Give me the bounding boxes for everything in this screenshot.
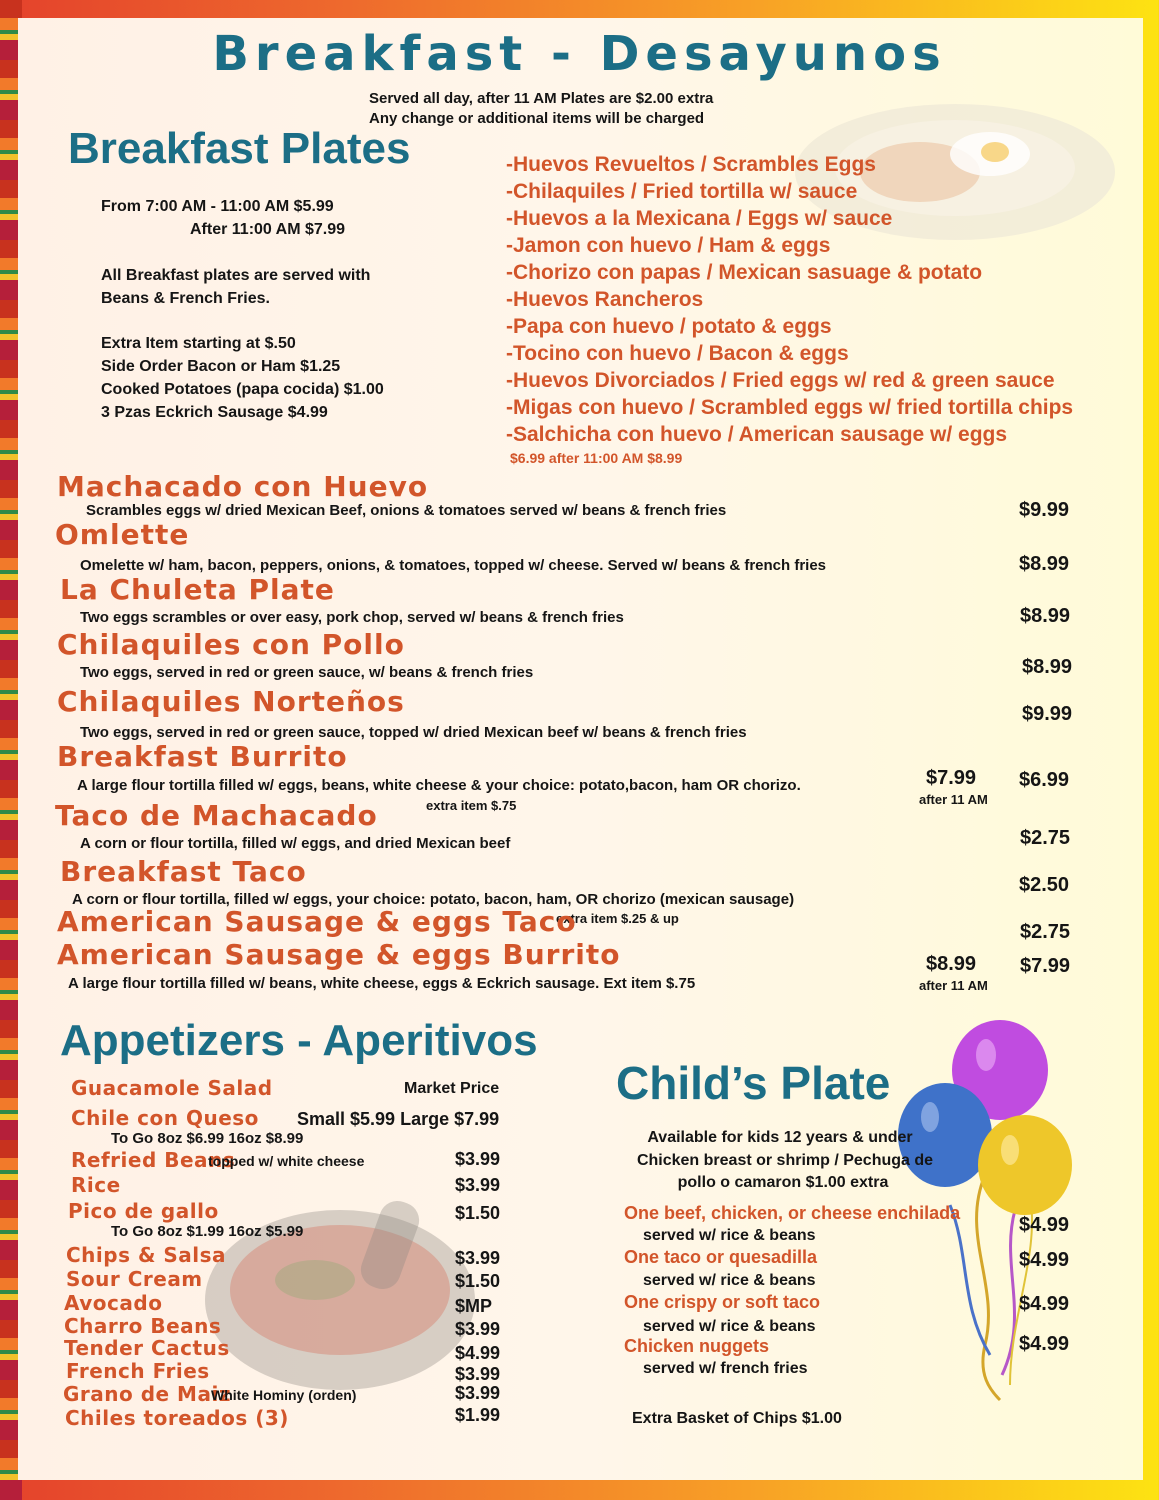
appetizer-name: Tender Cactus	[64, 1336, 230, 1360]
dish-name: Chilaquiles con Pollo	[57, 628, 405, 661]
appetizer-togo: To Go 8oz $1.99 16oz $5.99	[111, 1223, 304, 1240]
dish-name: La Chuleta Plate	[60, 573, 335, 606]
dish-desc: A corn or flour tortilla, filled w/ eggs, your choice: potato, bacon, ham, OR chorizo (mexican sausage)	[72, 891, 795, 908]
appetizer-name: Grano de Maiz	[63, 1382, 231, 1406]
child-item: One beef, chicken, or cheese enchilada	[624, 1203, 961, 1223]
plate-option: -Huevos Revueltos / Scrambles Eggs	[506, 153, 876, 176]
dish-name: Breakfast Taco	[60, 855, 307, 888]
appetizer-price: $MP	[455, 1296, 493, 1316]
dish-extra: extra item $.25 & up	[556, 911, 679, 926]
plate-option: -Huevos Rancheros	[506, 288, 704, 311]
appetizer-name: Avocado	[64, 1291, 163, 1315]
dish-desc: A large flour tortilla filled w/ beans, white cheese, eggs & Eckrich sausage. Ext item $.75	[68, 975, 696, 992]
plate-option: -Huevos a la Mexicana / Eggs w/ sauce	[506, 207, 893, 230]
breakfast-plates-heading: Breakfast Plates	[68, 124, 411, 173]
dish-price: $6.99	[1019, 769, 1070, 791]
child-price: $4.99	[1019, 1333, 1070, 1355]
child-item: One taco or quesadilla	[624, 1247, 818, 1267]
dish-name: Taco de Machacado	[55, 799, 378, 832]
appetizer-name: Guacamole Salad	[71, 1076, 273, 1100]
appetizer-price: $1.99	[455, 1405, 501, 1425]
child-item: Chicken nuggets	[624, 1336, 770, 1356]
appetizer-name: Chile con Queso	[71, 1106, 259, 1130]
child-info: Chicken breast or shrimp / Pechuga de	[636, 1152, 934, 1169]
plates-time: After 11:00 AM $7.99	[190, 221, 346, 238]
appetizer-name: Chips & Salsa	[66, 1243, 227, 1267]
appetizer-price: Market Price	[404, 1080, 500, 1097]
dish-after-note: after 11 AM	[919, 792, 988, 807]
appetizer-price: $4.99	[455, 1343, 501, 1363]
child-info: pollo o camaron $1.00 extra	[677, 1174, 889, 1191]
child-info: Available for kids 12 years & under	[647, 1129, 913, 1146]
appetizer-price: $3.99	[455, 1383, 501, 1403]
dish-price: $2.75	[1020, 921, 1071, 943]
appetizer-price: $3.99	[455, 1248, 501, 1268]
appetizer-price: $1.50	[455, 1203, 501, 1223]
child-price: $4.99	[1019, 1214, 1070, 1236]
appetizer-togo: To Go 8oz $6.99 16oz $8.99	[111, 1130, 304, 1147]
dish-desc: Two eggs, served in red or green sauce, w/ beans & french fries	[80, 664, 534, 681]
plates-extra: Side Order Bacon or Ham $1.25	[101, 358, 341, 375]
appetizer-name: Chiles toreados (3)	[65, 1406, 289, 1430]
plates-extra: 3 Pzas Eckrich Sausage $4.99	[101, 404, 328, 421]
header-note: Served all day, after 11 AM Plates are $2.00 extra	[369, 90, 714, 107]
plates-served: Beans & French Fries.	[101, 290, 270, 307]
plates-extra: Cooked Potatoes (papa cocida) $1.00	[101, 381, 384, 398]
dish-name: American Sausage & eggs Burrito	[57, 938, 621, 971]
dish-price: $2.50	[1019, 874, 1070, 896]
child-item-served: served w/ rice & beans	[643, 1272, 816, 1289]
plate-option: -Chorizo con papas / Mexican sasuage & potato	[506, 261, 983, 284]
plate-option: -Migas con huevo / Scrambled eggs w/ fried tortilla chips	[506, 396, 1074, 419]
child-item-served: served w/ french fries	[643, 1360, 808, 1377]
appetizer-price: $3.99	[455, 1319, 501, 1339]
dish-name: Machacado con Huevo	[57, 470, 429, 503]
dish-price: $2.75	[1020, 827, 1071, 849]
plates-extra: Extra Item starting at $.50	[101, 335, 296, 352]
dish-desc: A corn or flour tortilla, filled w/ eggs, and dried Mexican beef	[80, 835, 511, 852]
appetizer-price: $3.99	[455, 1149, 501, 1169]
dish-price: $8.99	[1022, 656, 1073, 678]
childs-plate-heading: Child’s Plate	[616, 1057, 891, 1109]
appetizers-heading: Appetizers - Aperitivos	[60, 1016, 538, 1065]
dish-desc: Two eggs, served in red or green sauce, topped w/ dried Mexican beef w/ beans & french fries	[80, 724, 747, 741]
plate-option-price: $6.99 after 11:00 AM $8.99	[510, 450, 683, 466]
appetizer-note: topped w/ white cheese	[208, 1153, 365, 1169]
dish-after-note: after 11 AM	[919, 978, 988, 993]
dish-name: American Sausage & eggs Taco	[57, 905, 577, 938]
page-title: Breakfast - Desayunos	[212, 26, 947, 82]
appetizer-note: White Hominy (orden)	[211, 1387, 357, 1403]
dish-name: Omlette	[55, 518, 190, 551]
appetizer-name: Refried Beans	[71, 1148, 236, 1172]
child-item-served: served w/ rice & beans	[643, 1318, 816, 1335]
child-price: $4.99	[1019, 1249, 1070, 1271]
plate-option: -Papa con huevo / potato & eggs	[506, 315, 832, 338]
dish-desc: Two eggs scrambles or over easy, pork chop, served w/ beans & french fries	[80, 609, 624, 626]
plates-time: From 7:00 AM - 11:00 AM $5.99	[101, 198, 334, 215]
plate-option: -Salchicha con huevo / American sausage w/ eggs	[506, 423, 1008, 446]
plate-option: -Huevos Divorciados / Fried eggs w/ red & green sauce	[506, 369, 1055, 392]
dish-price: $7.99	[1020, 955, 1071, 977]
header-note: Any change or additional items will be charged	[369, 110, 705, 127]
appetizer-name: French Fries	[66, 1359, 210, 1383]
appetizer-name: Charro Beans	[64, 1314, 222, 1338]
plate-option: -Jamon con huevo / Ham & eggs	[506, 234, 831, 257]
appetizer-price: $1.50	[455, 1271, 501, 1291]
appetizer-price: $3.99	[455, 1364, 501, 1384]
dish-price: $8.99	[1019, 553, 1070, 575]
dish-price-after: $7.99	[926, 767, 977, 789]
child-price: $4.99	[1019, 1293, 1070, 1315]
dish-desc: A large flour tortilla filled w/ eggs, beans, white cheese & your choice: potato,bacon, ham OR chorizo.	[77, 777, 801, 794]
plate-option: -Chilaquiles / Fried tortilla w/ sauce	[506, 180, 858, 203]
dish-extra: extra item $.75	[426, 798, 517, 813]
appetizer-price: Small $5.99 Large $7.99	[297, 1109, 500, 1129]
plates-served: All Breakfast plates are served with	[101, 267, 371, 284]
dish-price: $9.99	[1022, 703, 1073, 725]
appetizer-name: Rice	[71, 1173, 121, 1197]
dish-name: Breakfast Burrito	[57, 740, 348, 773]
appetizer-name: Sour Cream	[66, 1267, 203, 1291]
extra-chips-note: Extra Basket of Chips $1.00	[632, 1410, 842, 1427]
plate-option: -Tocino con huevo / Bacon & eggs	[506, 342, 849, 365]
dish-desc: Omelette w/ ham, bacon, peppers, onions, & tomatoes, topped w/ cheese. Served w/ beans & french fries	[80, 557, 827, 574]
dish-price: $9.99	[1019, 499, 1070, 521]
dish-price: $8.99	[1020, 605, 1071, 627]
dish-price-after: $8.99	[926, 953, 977, 975]
child-item: One crispy or soft taco	[624, 1292, 821, 1312]
dish-desc: Scrambles eggs w/ dried Mexican Beef, onions & tomatoes served w/ beans & french fries	[86, 502, 727, 519]
appetizer-price: $3.99	[455, 1175, 501, 1195]
dish-name: Chilaquiles Norteños	[57, 685, 405, 718]
child-item-served: served w/ rice & beans	[643, 1227, 816, 1244]
appetizer-name: Pico de gallo	[68, 1199, 219, 1223]
